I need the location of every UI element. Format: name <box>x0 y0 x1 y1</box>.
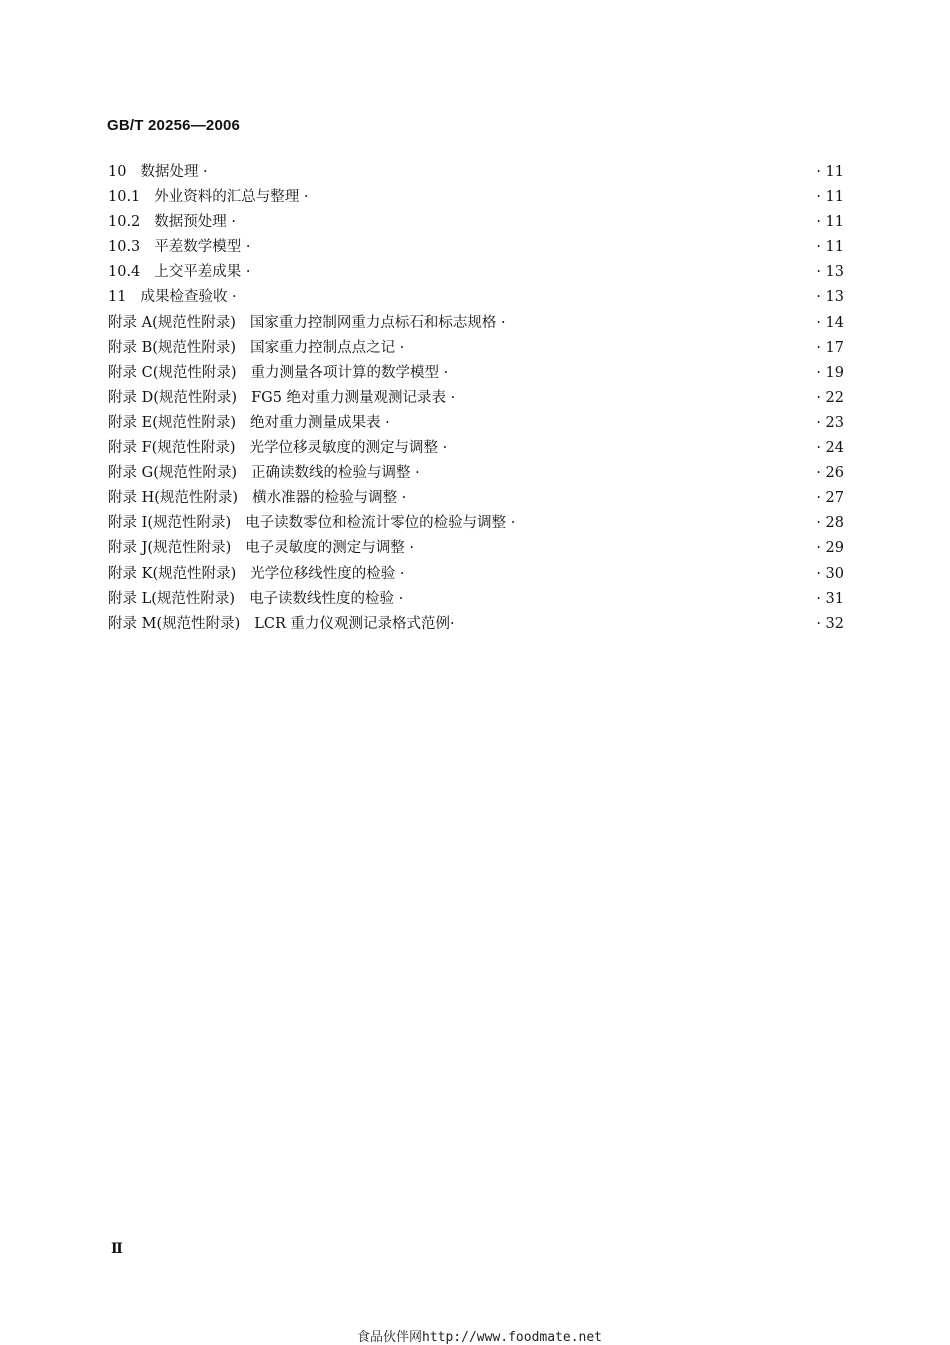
toc-entry <box>108 160 844 185</box>
toc-entry <box>108 285 844 310</box>
toc-entry-page: · 30 <box>816 565 844 582</box>
toc-entry-title: 光学位移线性度的检验 · <box>250 565 405 582</box>
toc-entry-number: 附录 F(规范性附录) <box>108 440 236 457</box>
toc-entry-title: 平差数学模型 · <box>154 239 251 256</box>
toc-entry <box>108 461 844 486</box>
toc-entry-number: 附录 M(规范性附录) <box>108 615 241 632</box>
toc-entry-title: 数据预处理 · <box>154 214 237 231</box>
toc-entry-title: 数据处理 · <box>140 164 208 180</box>
toc-entry-page: · 28 <box>816 515 844 532</box>
toc-entry-title: LCR 重力仪观测记录格式范例· <box>254 615 455 632</box>
page-number: Ⅱ <box>111 1241 123 1257</box>
toc-entry-page: · 11 <box>816 164 844 180</box>
toc-entry <box>108 311 844 336</box>
toc-entry-title: 电子灵敏度的测定与调整 · <box>245 540 414 557</box>
toc-entry <box>108 411 844 436</box>
toc-entry-number: 10.2 <box>108 214 141 231</box>
toc-entry-page: · 32 <box>816 615 844 632</box>
toc-entry-number: 附录 H(规范性附录) <box>108 490 239 507</box>
toc-entry-page: · 22 <box>816 389 844 406</box>
toc-entry-number: 10.3 <box>108 239 141 256</box>
toc-entry-title: 成果检查验收 · <box>140 289 237 306</box>
toc-entry-page: · 14 <box>816 314 844 331</box>
toc-entry-title: 国家重力控制网重力点标石和标志规格 · <box>249 314 506 331</box>
toc-entry <box>108 511 844 536</box>
toc-entry-number: 10 <box>108 164 127 180</box>
toc-entry-number: 附录 E(规范性附录) <box>108 414 237 431</box>
toc-entry-title: FG5 绝对重力测量观测记录表 · <box>251 389 456 406</box>
toc-entry-page: · 11 <box>816 214 844 231</box>
toc-entry <box>108 210 844 235</box>
toc-entry-title: 横水准器的检验与调整 · <box>252 490 407 507</box>
watermark-text: 食品伙伴网http://www.foodmate.net <box>357 1330 603 1345</box>
toc-entry-title: 电子读数零位和检流计零位的检验与调整 · <box>245 515 516 532</box>
toc-entry-title: 重力测量各项计算的数学模型 · <box>250 364 449 381</box>
toc-entry-number: 10.1 <box>108 189 141 206</box>
toc-entry-page: · 11 <box>816 189 844 206</box>
toc-entry-page: · 27 <box>816 490 844 507</box>
toc-entry-page: · 13 <box>816 264 844 281</box>
toc-entry-page: · 24 <box>816 440 844 457</box>
toc-entry-page: · 13 <box>816 289 844 306</box>
toc-entry-title: 电子读数线性度的检验 · <box>249 590 404 607</box>
toc-entry-number: 附录 A(规范性附录) <box>108 314 236 331</box>
toc-entry-title: 外业资料的汇总与整理 · <box>154 189 309 206</box>
toc-entry-page: · 19 <box>816 364 844 381</box>
toc-entry <box>108 185 844 210</box>
toc-entry-page: · 17 <box>816 339 844 356</box>
table-of-contents <box>108 160 844 637</box>
toc-entry-number: 附录 L(规范性附录) <box>108 590 236 607</box>
toc-entry-number: 附录 C(规范性附录) <box>108 364 237 381</box>
toc-entry-number: 11 <box>108 289 127 306</box>
toc-entry <box>108 336 844 361</box>
toc-entry-page: · 26 <box>816 465 844 482</box>
toc-entry-number: 附录 K(规范性附录) <box>108 565 237 582</box>
toc-entry <box>108 612 844 637</box>
toc-entry <box>108 486 844 511</box>
toc-entry <box>108 436 844 461</box>
toc-entry-number: 附录 I(规范性附录) <box>108 515 232 532</box>
toc-entry <box>108 562 844 587</box>
toc-entry-number: 附录 B(规范性附录) <box>108 339 237 356</box>
toc-entry <box>108 386 844 411</box>
toc-entry-page: · 23 <box>816 414 844 431</box>
toc-entry-page: · 31 <box>816 590 844 607</box>
toc-entry-page: · 29 <box>816 540 844 557</box>
toc-entry-number: 附录 D(规范性附录) <box>108 389 238 406</box>
toc-entry <box>108 536 844 561</box>
toc-entry <box>108 587 844 612</box>
toc-entry-title: 上交平差成果 · <box>154 264 251 281</box>
toc-entry-page: · 11 <box>816 239 844 256</box>
toc-entry-title: 绝对重力测量成果表 · <box>250 414 390 431</box>
toc-entry <box>108 235 844 260</box>
toc-entry-number: 10.4 <box>108 264 141 281</box>
document-id: GB/T 20256—2006 <box>107 117 241 134</box>
toc-entry-number: 附录 J(规范性附录) <box>108 540 232 557</box>
toc-entry <box>108 260 844 285</box>
toc-entry-title: 正确读数线的检验与调整 · <box>251 465 420 482</box>
toc-entry-number: 附录 G(规范性附录) <box>108 465 238 482</box>
toc-entry-title: 国家重力控制点点之记 · <box>250 339 405 356</box>
toc-entry-title: 光学位移灵敏度的测定与调整 · <box>249 440 448 457</box>
toc-entry <box>108 361 844 386</box>
